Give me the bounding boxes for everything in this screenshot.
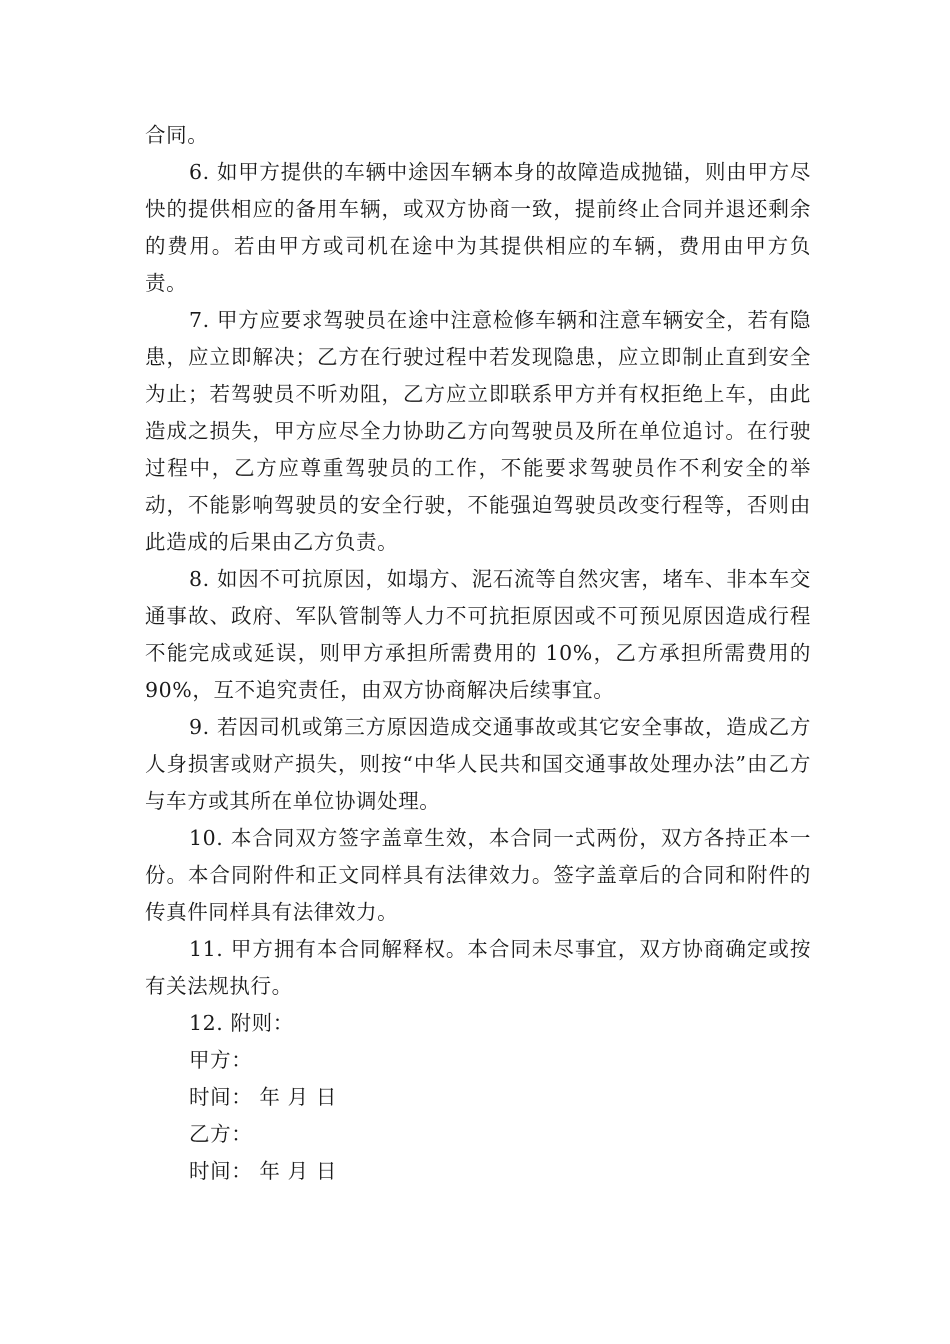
clause-8: 8. 如因不可抗原因，如塌方、泥石流等自然灾害，堵车、非本车交通事故、政府、军队管制等人力不可抗拒原因或不可预见原因造成行程不能完成或延误，则甲方承担所需费用的 10%，乙方承担所需费用的 90%，互不追究责任，由双方协商解决后续事宜。 xyxy=(145,567,811,702)
clause-12: 12. 附则： xyxy=(189,1011,294,1035)
clause-10: 10. 本合同双方签字盖章生效，本合同一式两份，双方各持正本一份。本合同附件和正文同样具有法律效力。签字盖章后的合同和附件的传真件同样具有法律效力。 xyxy=(145,826,811,924)
clause-11: 11. 甲方拥有本合同解释权。本合同未尽事宜，双方协商确定或按有关法规执行。 xyxy=(145,937,811,998)
party-a-label: 甲方： xyxy=(189,1048,253,1072)
document-body xyxy=(145,117,811,1190)
party-b-label: 乙方： xyxy=(189,1122,253,1146)
paragraph-continuation: 合同。 xyxy=(145,123,209,147)
party-b-date: 时间： 年 月 日 xyxy=(189,1159,337,1183)
clause-9: 9. 若因司机或第三方原因造成交通事故或其它安全事故，造成乙方人身损害或财产损失，则按“中华人民共和国交通事故处理办法”由乙方与车方或其所在单位协调处理。 xyxy=(145,715,811,813)
clause-6: 6. 如甲方提供的车辆中途因车辆本身的故障造成抛锚，则由甲方尽快的提供相应的备用车辆，或双方协商一致，提前终止合同并退还剩余的费用。若由甲方或司机在途中为其提供相应的车辆，费用由甲方负责。 xyxy=(145,160,811,295)
party-a-date: 时间： 年 月 日 xyxy=(189,1085,337,1109)
clause-7: 7. 甲方应要求驾驶员在途中注意检修车辆和注意车辆安全，若有隐患，应立即解决；乙方在行驶过程中若发现隐患，应立即制止直到安全为止；若驾驶员不听劝阻，乙方应立即联系甲方并有权拒绝上车，由此造成之损失，甲方应尽全力协助乙方向驾驶员及所在单位追讨。在行驶过程中，乙方应尊重驾驶员的工作，不能要求驾驶员作不利安全的举动，不能影响驾驶员的安全行驶，不能强迫驾驶员改变行程等，否则由此造成的后果由乙方负责。 xyxy=(145,308,811,554)
